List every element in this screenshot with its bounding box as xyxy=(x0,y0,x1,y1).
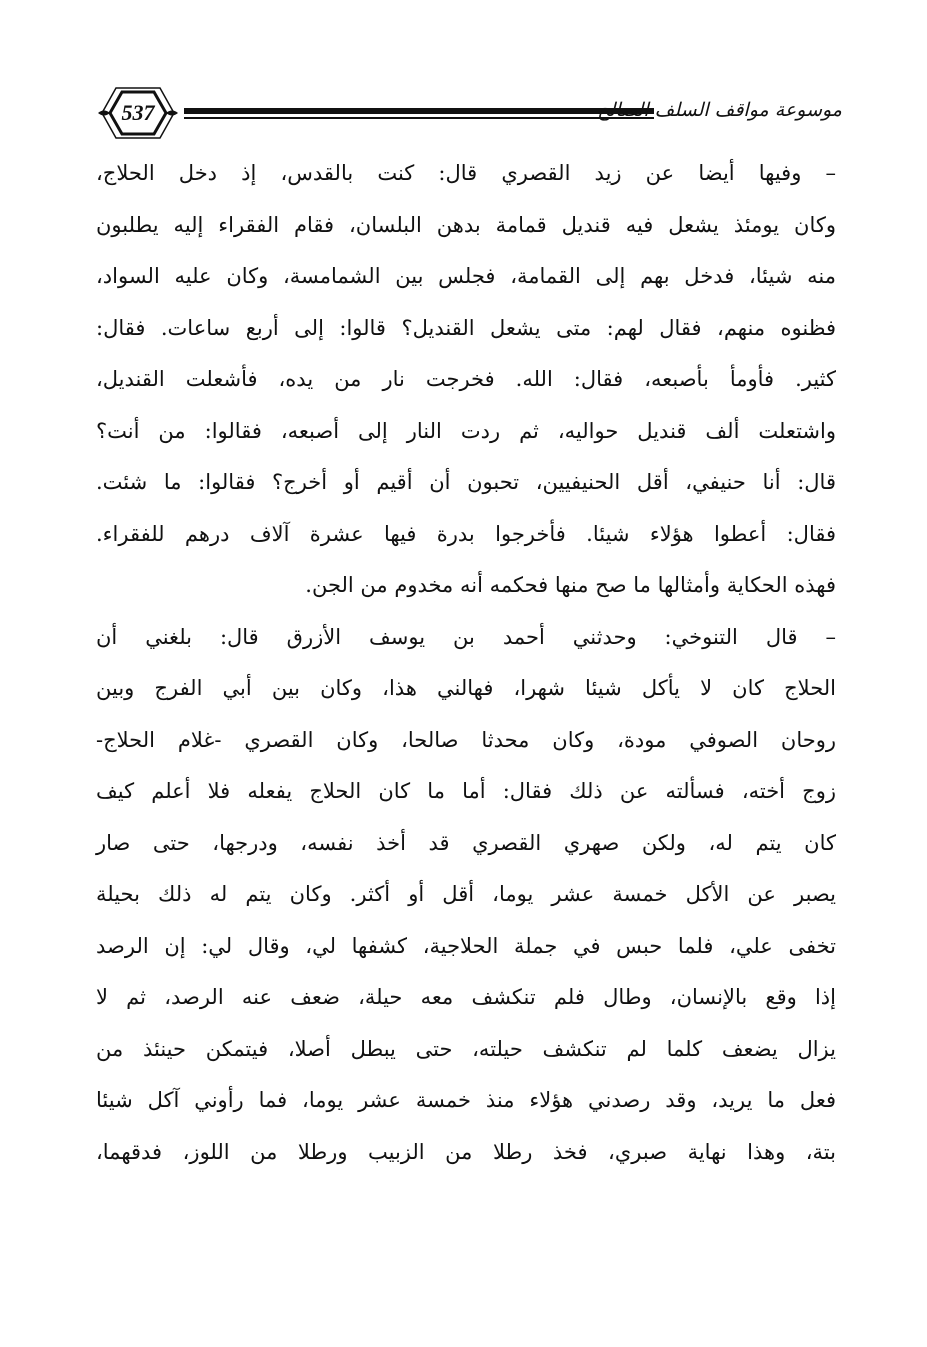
text-line: واشتعلت ألف قنديل حواليه، ثم ردت النار إلى أصبعه، فقالوا: من أنت؟ xyxy=(96,418,836,443)
page-body xyxy=(96,148,836,1178)
book-title: موسوعة مواقف السلف الصالح xyxy=(597,99,842,121)
text-line: تخفى علي، فلما حبس في جملة الحلاجية، كشفها لي، وقال لي: إن الرصد xyxy=(96,933,836,958)
text-line: – وفيها أيضا عن زيد القصري قال: كنت بالقدس، إذ دخل الحلاج، xyxy=(96,161,836,185)
text-line: روحان الصوفي مودة، وكان محدثا صالحا، وكان القصري -غلام الحلاج- xyxy=(96,727,836,752)
text-line: كثير. فأومأ بأصبعه، فقال: الله. فخرجت نار من يده، فأشعلت القنديل، xyxy=(96,367,836,391)
text-line: كان يتم له، ولكن صهري القصري قد أخذ نفسه، ودرجها، حتى صار xyxy=(96,830,836,855)
text-line: بتة، وهذا نهاية صبري، فخذ رطلا من الزبيب ورطلا من اللوز، فدقهما، xyxy=(96,1139,836,1164)
text-line: يصبر عن الأكل خمسة عشر يوما، أقل أو أكثر. وكان يتم له ذلك بحيلة xyxy=(96,882,836,906)
text-line: إذا وقع بالإنسان، وطال فلم تنكشف معه حيلة، ضعف عنه الرصد، ثم لا xyxy=(96,985,836,1009)
text-line: يزال يضعف كلما لم تنكشف حيلته، حتى يبطل أصلا، فيتمكن حينئذ من xyxy=(96,1036,836,1061)
page-number: 537 xyxy=(121,100,155,125)
page-header xyxy=(96,84,842,142)
text-line: فهذه الحكاية وأمثالها ما صح منها فحكمه أنه مخدوم من الجن. xyxy=(305,573,836,597)
text-line: قال: أنا حنيفي، أقل الحنيفيين، تحبون أن أقيم أو أخرج؟ فقالوا: ما شئت. xyxy=(96,470,836,494)
text-line: فقال: أعطوا هؤلاء شيئا. فأخرجوا بدرة فيها عشرة آلاف درهم للفقراء. xyxy=(96,521,836,546)
text-line: وكان يومئذ يشعل فيه قنديل قمامة بدهن البلسان، فقام الفقراء إليه يطلبون xyxy=(96,212,836,237)
text-line: الحلاج كان لا يأكل شيئا شهرا، فهالني هذا، وكان بين أبي الفرج وبين xyxy=(96,676,836,700)
text-line: – قال التنوخي: وحدثني أحمد بن يوسف الأزرق قال: بلغني أن xyxy=(96,624,836,649)
text-line: فعل ما يريد، وقد رصدني هؤلاء منذ خمسة عشر يوما، فما رأوني آكل شيئا xyxy=(96,1088,836,1112)
header-rule xyxy=(184,104,654,122)
text-line: فظنوه منهم، فقال لهم: متى يشعل القنديل؟ قالوا: إلى أربع ساعات. فقال: xyxy=(96,315,836,340)
text-line: منه شيئا، فدخل بهم إلى القمامة، فجلس بين الشمامسة، وكان عليه السواد، xyxy=(96,264,836,288)
text-line: زوج أخته، فسألته عن ذلك فقال: أما ما كان الحلاج يفعله فلا أعلم كيف xyxy=(96,779,836,803)
page-number-badge xyxy=(96,84,180,142)
